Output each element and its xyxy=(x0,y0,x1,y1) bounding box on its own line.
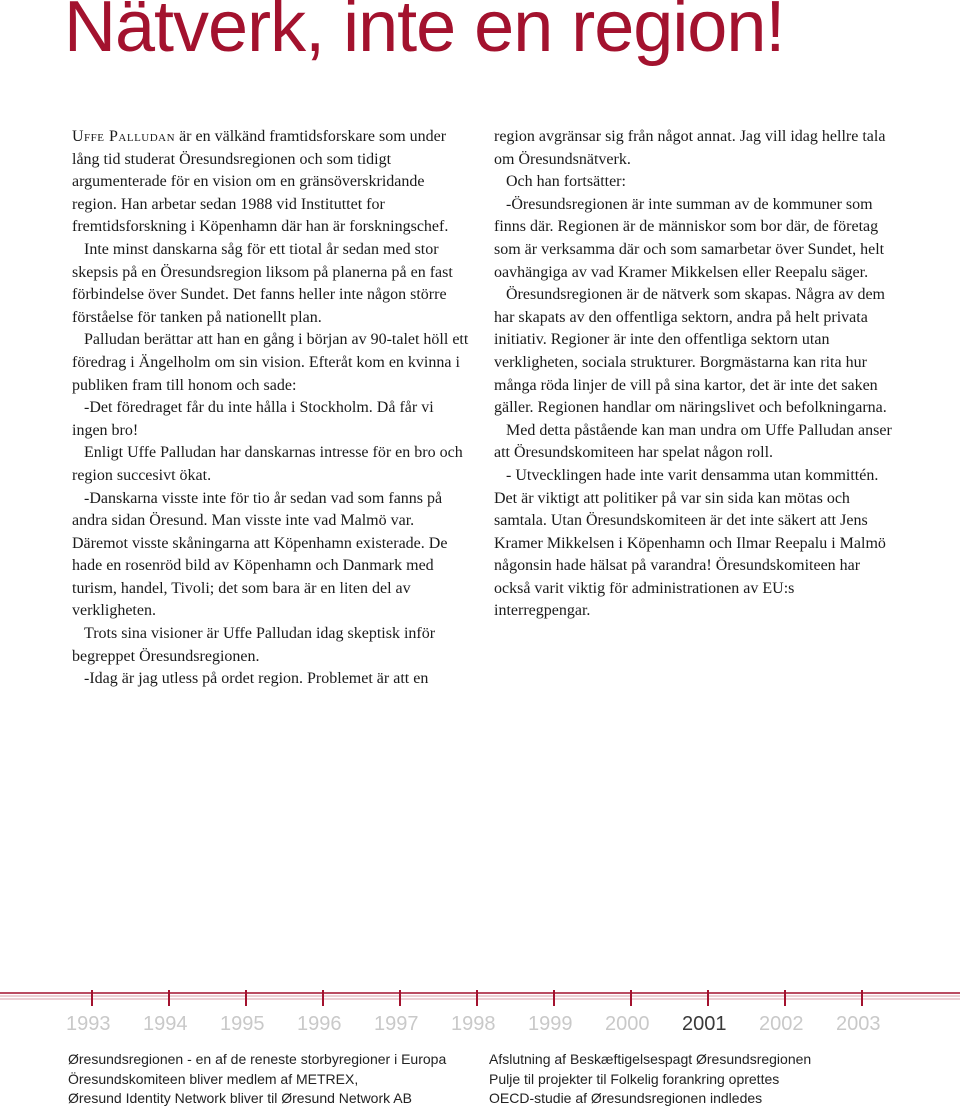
timeline-events-right xyxy=(489,1050,889,1109)
year-label: 1996 xyxy=(297,1013,342,1035)
article-paragraph: -Danskarna visste inte för tio år sedan vad som fanns på andra sidan Öresund. Man visste inte vad Malmö var. Däremot visste skåningarna att Köpenhamn existerade. De hade en rosenröd bild av Köpenhamn och Danmark med turism, handel, Tivoli; det som bara är en liten del av verkligheten. xyxy=(72,489,448,620)
article-paragraph: -Öresundsregionen är inte summan av de kommuner som finns där. Regionen är de människor som bor där, de företag som är verksamma där och som samarbetar över Sundet, helt oavhängiga av vad Kramer Mikkelsen eller Reepalu säger. xyxy=(494,195,885,281)
year-label: 1995 xyxy=(220,1013,265,1035)
article-paragraph: Enligt Uffe Palludan har danskarnas intresse för en bro och region succesivt ökat. xyxy=(72,444,463,484)
article-paragraph: Trots sina visioner är Uffe Palludan idag skeptisk inför begreppet Öresundsregionen. xyxy=(72,625,436,665)
year-label: 2003 xyxy=(836,1013,881,1035)
year-label: 1997 xyxy=(374,1013,419,1035)
article-left-column xyxy=(72,126,472,691)
article-paragraph: - Utvecklingen hade inte varit densamma utan kommittén. Det är viktigt att politiker på var sin sida kan mötas och samtala. Utan Öresundskomiteen är det inte säkert att Jens Kramer Mikkelsen i Köpenhamn och Ilmar Reepalu i Malmö någonsin hade hälsat på varandra! Öresundskomiteen har också varit viktig för administrationen av EU:s interregpengar. xyxy=(494,466,886,620)
article-paragraph: -Det föredraget får du inte hålla i Stockholm. Då får vi ingen bro! xyxy=(72,399,434,439)
year-label: 1998 xyxy=(451,1013,496,1035)
page-title: Nätverk, inte en region! xyxy=(64,0,785,67)
timeline-event: Afslutning af Beskæftigelsespagt Øresundsregionen xyxy=(489,1051,812,1067)
article-paragraph: Inte minst danskarna såg för ett tiotal år sedan med stor skepsis på en Öresundsregion liksom på planerna på en fast förbindelse över Sundet. Det fanns heller inte någon större förståelse för tanken på nationellt plan. xyxy=(72,240,453,326)
article-paragraph: Med detta påstående kan man undra om Uffe Palludan anser att Öresundskomiteen har spelat någon roll. xyxy=(494,421,892,462)
timeline-years xyxy=(66,1013,913,1036)
article-paragraph: Palludan berättar att han en gång i början av 90-talet höll ett föredrag i Ängelholm om sin vision. Efteråt kom en kvinna i publiken fram till honom och sade: xyxy=(72,331,469,394)
article-paragraph: region avgränsar sig från något annat. Jag vill idag hellre tala om Öresundsnätverk. xyxy=(494,128,886,168)
article-right-column xyxy=(494,126,894,623)
timeline-event: Øresundsregionen - en af de reneste storbyregioner i Europa xyxy=(68,1051,447,1067)
article-paragraph: Öresundsregionen är de nätverk som skapas. Några av dem har skapats av den offentliga sektorn, andra på helt privata initiativ. Regioner är inte den offentliga sektorn utan verkligheten, sociala strukturer. Borgmästarna kan rita hur många röda linjer de vill på sina kartor, det är inte det saken gäller. Regionen handlar om näringslivet och befolkningarna. xyxy=(494,286,887,417)
article-paragraph: Och han fortsätter: xyxy=(506,173,626,191)
year-label: 2001 xyxy=(682,1013,727,1035)
timeline-event: OECD-studie af Øresundsregionen indledes xyxy=(489,1090,763,1106)
year-label: 1994 xyxy=(143,1013,188,1035)
year-label: 1993 xyxy=(66,1013,111,1035)
article-paragraph: Uffe Palludan är en välkänd framtidsforskare som under lång tid studerat Öresundsregionen och som tidigt argumenterade för en vision om en gränsöverskridande region. Han arbetar sedan 1988 vid Instituttet for fremtidsforskning i Köpenhamn där han är forskningschef. xyxy=(72,128,449,236)
timeline-events-left xyxy=(68,1050,468,1109)
article-paragraph: -Idag är jag utless på ordet region. Problemet är att en xyxy=(84,670,429,688)
timeline-event: Öresundskomiteen bliver medlem af METREX, xyxy=(68,1070,359,1087)
year-label: 1999 xyxy=(528,1013,573,1035)
lead-name: Uffe Palludan xyxy=(72,128,176,145)
year-label: 2002 xyxy=(759,1013,804,1035)
year-label: 2000 xyxy=(605,1013,650,1035)
timeline-event: Øresund Identity Network bliver til Øresund Network AB xyxy=(68,1090,412,1106)
timeline-event: Pulje til projekter til Folkelig forankring oprettes xyxy=(489,1070,780,1087)
